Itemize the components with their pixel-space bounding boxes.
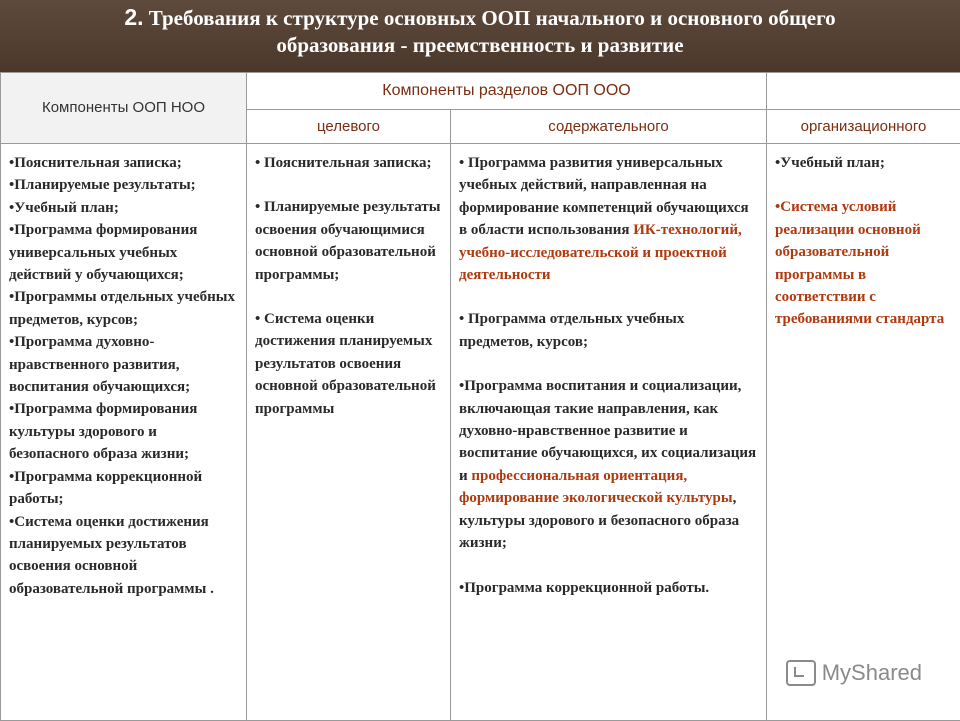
slide-header: [0, 0, 960, 72]
list-item: •Учебный план;: [9, 197, 240, 219]
list-item: • Пояснительная записка;: [255, 152, 444, 174]
watermark-text: MyShared: [822, 660, 922, 686]
list-item: • Программа развития универсальных учебных действий, направленная на формирование компетенций обучающихся в области использования ИК-технологий, учебно-исследовательской и проектной деятельности: [459, 152, 760, 286]
col1-content: [1, 144, 247, 721]
sub-header-target: целевого: [247, 110, 451, 144]
ooo-header: Компоненты разделов ООП ООО: [247, 73, 767, 110]
list-item: •Планируемые результаты;: [9, 174, 240, 196]
slide-title-line2: образования - преемственность и развитие: [0, 32, 960, 58]
list-item: •Программы отдельных учебных предметов, курсов;: [9, 286, 240, 331]
list-item: • Система оценки достижения планируемых результатов освоения основной образовательной программы: [255, 308, 444, 420]
col3-content: [451, 144, 767, 721]
list-item: • Планируемые результаты освоения обучающимися основной образовательной программы;: [255, 196, 444, 286]
list-item: •Программа коррекционной работы.: [459, 577, 760, 599]
highlight-text: ИК-технологий, учебно-исследовательской и проектной деятельности: [459, 222, 742, 283]
list-item: •Программа воспитания и социализации, включающая такие направления, как духовно-нравственное развитие и воспитание обучающихся, их социализация и профессиональная ориентация, формирование экологической культуры, культуры здорового и безопасного образа жизни;: [459, 375, 760, 554]
sub-header-content: содержательного: [451, 110, 767, 144]
list-item: • Программа отдельных учебных предметов, курсов;: [459, 308, 760, 353]
comparison-table: [0, 72, 960, 721]
slide-title-line1: 2. Требования к структуре основных ООП начального и основного общего: [0, 4, 960, 31]
col2-content: [247, 144, 451, 721]
slide-number: 2.: [124, 4, 143, 30]
highlight-text: профессиональная ориентация, формирование экологической культуры: [459, 468, 733, 506]
list-item: •Система условий реализации основной образовательной программы в соответствии с требованиями стандарта: [775, 196, 954, 330]
ooo-header-empty: [767, 73, 960, 110]
list-item: •Программа формирования культуры здорового и безопасного образа жизни;: [9, 398, 240, 465]
list-item: •Пояснительная записка;: [9, 152, 240, 174]
myshared-logo-icon: [786, 660, 816, 686]
list-item: •Программа коррекционной работы;: [9, 466, 240, 511]
list-item: •Учебный план;: [775, 152, 954, 174]
sub-header-org: организационного: [767, 110, 960, 144]
col1-header: Компоненты ООП НОО: [1, 73, 247, 144]
list-item: •Программа духовно-нравственного развития, воспитания обучающихся;: [9, 331, 240, 398]
list-item: •Программа формирования универсальных учебных действий у обучающихся;: [9, 219, 240, 286]
highlight-text: •Система условий: [775, 199, 896, 215]
watermark: [786, 660, 922, 686]
list-item: •Система оценки достижения планируемых результатов освоения основной образовательной программы .: [9, 511, 240, 601]
col4-content: [767, 144, 960, 721]
